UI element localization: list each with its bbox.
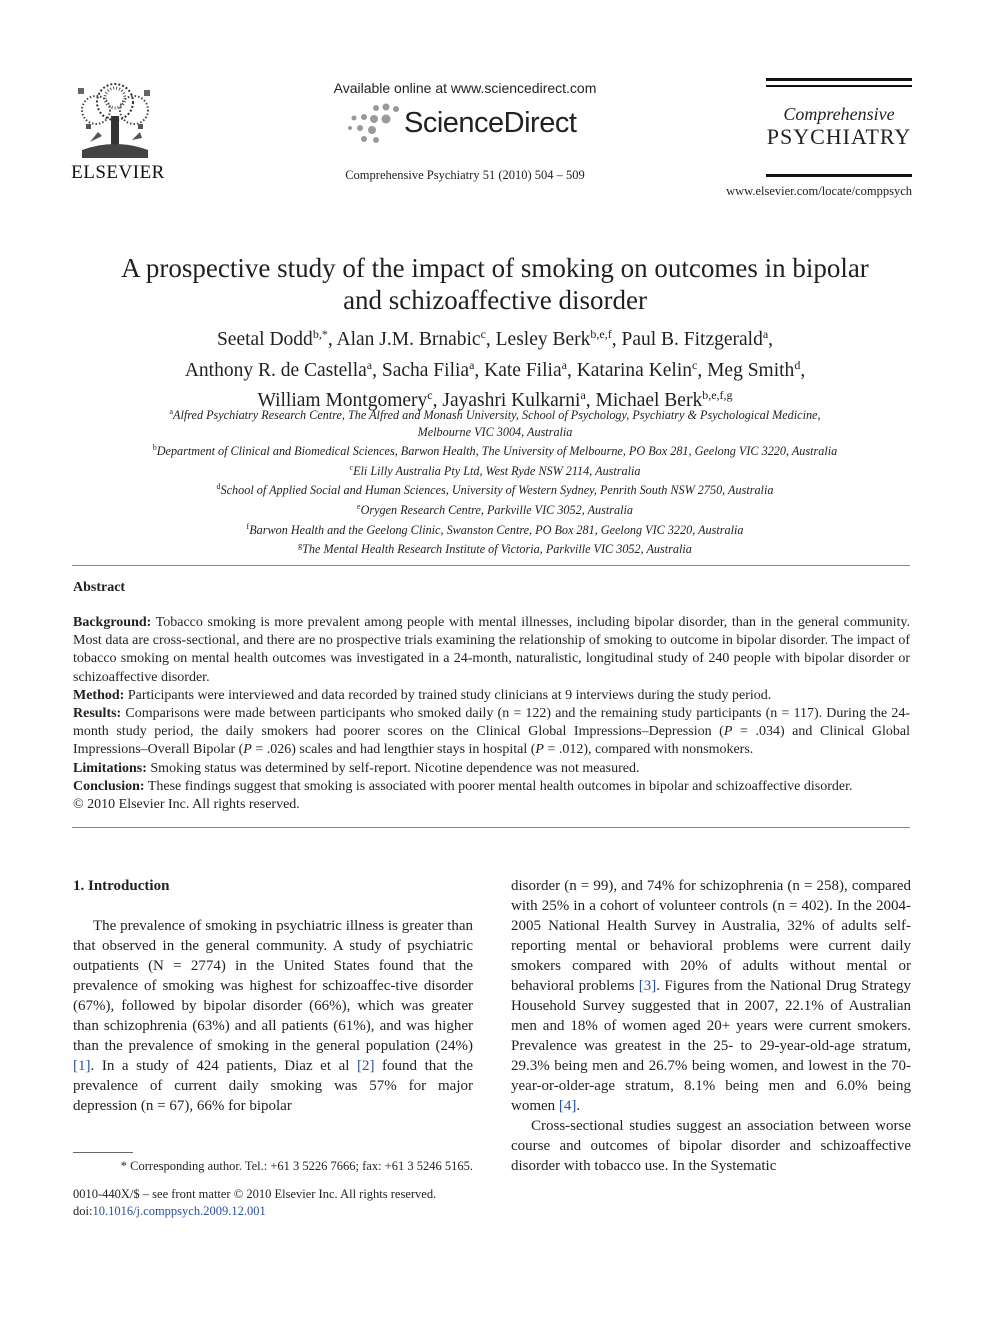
author-separator: , [585,390,596,411]
author-separator: , [800,359,806,381]
affiliation-text: Melbourne VIC 3004, Australia [417,424,573,439]
body-text: . Figures from the National Drug Strategy Household Survey suggested that in 2007, 22.1% of Australian men and 18% of women aged 20+ years were current smokers. Prevalence was greatest in the 25- to 29-year-old-age stratum, 29.3% being men and 26.7% being women, and lowest in the 70-year-or-older-age stratum, 8.1% being men and 6.0% being women [511,978,911,1114]
journal-citation: Comprehensive Psychiatry 51 (2010) 504 – 509 [345,168,585,182]
affiliation-item [70,424,920,441]
p-value-symbol: P [243,742,252,758]
abstract-label: Limitations: [73,760,147,776]
journal-name-line1: Comprehensive [783,104,895,124]
abstract-background [73,614,910,687]
affiliation-marker: a [169,407,174,416]
author-affiliation-marker[interactable]: c [692,357,698,372]
reference-link[interactable]: [4] [558,1098,577,1114]
body-column-left [73,876,473,1116]
author-name: Lesley Berk [495,329,591,350]
body-paragraph-continued [511,876,911,1116]
affiliation-item [70,519,920,539]
sciencedirect-logo[interactable] [346,102,586,146]
author-line [70,322,920,353]
abstract-body [73,614,910,814]
journal-rule-top [766,78,912,81]
journal-rule-top-secondary [766,85,912,87]
body-text: . In a study of 424 patients, Diaz et al [90,1058,357,1074]
body-text: disorder (n = 99), and 74% for schizophrenia (n = 258), compared with 25% in a cohort of volunteer controls (n = 402). In the 2004-2005 National Health Survey in Australia, 32% of adults self-reporting mental or behavioral problems were current daily smokers compared with 20% of adults without mental or behavioral problems [511,878,911,994]
author-affiliation-marker[interactable]: b,e,f,g [702,388,733,402]
abstract-text: Comparisons were made between participants who smoked daily (n = 122) and the remaining study participants (n = 117). During the 24-month study period, the daily smokers had poorer scores on the Clinical Global Impressions–Depression ( [73,706,910,740]
body-paragraph: Cross-sectional studies suggest an association between worse course and outcomes of bipolar disorder and schizoaffective disorder with tobacco use. In the Systematic [511,1118,911,1174]
p-value-symbol: P [723,724,733,740]
author-list [70,322,920,414]
reference-link[interactable]: [2] [356,1058,375,1074]
author-separator: , [474,359,485,381]
sciencedirect-block [300,80,630,182]
affiliation-marker: g [298,541,303,551]
doi-line [73,1203,493,1220]
body-text: . [576,1098,581,1114]
issn-block [73,1186,493,1220]
affiliation-item [70,440,920,460]
abstract-text: Participants were interviewed and data recorded by trained study clinicians at 9 interviews during the study period. [124,687,772,703]
author-affiliation-marker[interactable]: a [561,357,567,372]
doi-link[interactable]: 10.1016/j.comppsych.2009.12.001 [92,1204,266,1218]
author-name: Michael Berk [595,390,703,411]
author-affiliation-marker[interactable]: a [469,357,475,372]
elsevier-tree-icon [72,80,158,160]
affiliation-text: Department of Clinical and Biomedical Sciences, Barwon Health, The University of Melbourne, PO Box 281, Geelong VIC 3220, Australia [156,444,838,459]
affiliation-text: Barwon Health and the Geelong Clinic, Swanston Centre, PO Box 281, Geelong VIC 3220, Australia [249,522,744,537]
abstract-results [73,705,910,760]
author-separator: , [611,329,622,350]
sciencedirect-wordmark: ScienceDirect [404,107,577,139]
abstract-label: Results: [73,706,122,722]
author-name: Meg Smith [707,359,795,381]
affiliation-item [70,460,920,480]
author-separator: , [327,329,337,350]
reference-link[interactable]: [1] [73,1058,91,1074]
affiliation-text: School of Applied Social and Human Sciences, University of Western Sydney, Penrith South NSW 2750, Australia [220,483,774,498]
author-separator: , [432,390,443,411]
corresponding-author-footnote: * Corresponding author. Tel.: +61 3 5226 7666; fax: +61 3 5246 5165. [120,1159,473,1173]
affiliation-item [70,404,920,424]
reference-link[interactable]: [3] [638,978,657,994]
abstract-label: Method: [73,687,125,703]
author-affiliation-marker[interactable]: a [580,388,586,402]
body-text: The prevalence of smoking in psychiatric illness is greater than that observed in the general community. A study of psychiatric outpatients (N = 2774) in the United States found that the prevalence of smoking was highest for schizoaffec-tive disorder (67%), followed by bipolar disorder (66%), which was greater than schizophrenia (63%) and all patients (61%), and was higher than the prevalence of smoking in the general population (24%) [73,918,473,1054]
author-name: Sacha Filia [381,359,470,381]
author-affiliation-marker[interactable]: a [762,327,769,341]
affiliation-text: Orygen Research Centre, Parkville VIC 3052, Australia [360,502,633,517]
author-separator: , [485,329,496,350]
publisher-name: ELSEVIER [71,162,165,183]
abstract-text: Smoking status was determined by self-report. Nicotine dependence was not measured. [146,760,640,776]
abstract-limitations [73,760,910,778]
abstract-method [73,687,910,705]
author-line [70,353,920,384]
abstract-copyright: © 2010 Elsevier Inc. All rights reserved. [73,797,300,813]
affiliation-marker: c [349,462,354,472]
author-separator: , [372,359,382,381]
author-name: Paul B. Fitzgerald [621,329,763,350]
section-heading-introduction: 1. Introduction [73,878,170,894]
available-online-text[interactable]: Available online at www.sciencedirect.com [333,80,597,96]
author-name: Katarina Kelin [576,359,693,381]
author-affiliation-marker[interactable]: b,e,f [590,327,612,341]
page-header [0,0,990,210]
article-title-line2: and schizoaffective disorder [343,285,647,315]
affiliation-marker: f [246,521,250,531]
author-separator: , [697,359,708,381]
abstract-text: = .012), compared with nonsmokers. [543,742,754,758]
abstract-label: Conclusion: [73,778,145,794]
abstract-conclusion [73,778,910,796]
affiliation-marker: e [357,501,361,511]
author-name: Jayashri Kulkarni [442,390,581,411]
affiliation-marker: d [216,482,221,492]
author-name: William Montgomery [257,390,428,411]
abstract-top-rule [72,565,910,566]
body-column-right [511,876,911,1176]
article-title-line1: A prospective study of the impact of smoking on outcomes in bipolar [121,253,869,283]
abstract-bottom-rule [72,827,910,828]
footnote-rule [73,1152,133,1153]
author-separator: , [566,359,577,381]
author-name: Anthony R. de Castella [184,359,367,381]
doi-label: doi: [73,1204,93,1218]
author-affiliation-marker[interactable]: b,* [312,327,328,341]
author-name: Kate Filia [484,359,562,381]
author-name: Seetal Dodd [216,329,313,350]
abstract-text: = .026) scales and had lengthier stays in hospital ( [251,742,536,758]
affiliation-item [70,479,920,499]
journal-name-line2: PSYCHIATRY [766,124,912,149]
author-affiliation-marker[interactable]: c [427,388,433,402]
journal-url[interactable]: www.elsevier.com/locate/comppsych [726,184,912,198]
p-value-symbol: P [535,742,544,758]
abstract-text: Tobacco smoking is more prevalent among people with mental illnesses, including bipolar disorder, than in the general community. Most data are cross-sectional, and there are no prospective trials examining the relationship of smoking to outcome in bipolar disorder. The impact of tobacco smoking on mental health outcomes was investigated in a 24-month, naturalistic, longitudinal study of 240 people with bipolar disorder or schizoaffective disorder. [73,615,910,685]
author-affiliation-marker[interactable]: a [366,357,373,372]
abstract-heading: Abstract [73,580,126,595]
affiliation-text: Alfred Psychiatry Research Centre, The Alfred and Monash University, School of Psychology, Psychiatry & Psychological Medicine, [173,408,821,422]
affiliation-text: Eli Lilly Australia Pty Ltd, West Ryde NSW 2114, Australia [353,463,641,478]
body-paragraph [73,916,473,1116]
elsevier-logo [68,80,168,184]
sciencedirect-dots-icon [346,102,406,146]
journal-rule-bottom [766,174,912,177]
author-separator: , [768,329,774,350]
body-text: found that the prevalence of current daily smoking was 57% for major depression (n = 67), 66% for bipolar [73,1058,473,1114]
affiliation-list [70,404,920,558]
abstract-text: These findings suggest that smoking is associated with poorer mental health outcomes in bipolar and schizoaffective disorder. [144,778,853,794]
affiliation-item [70,538,920,558]
affiliation-text: The Mental Health Research Institute of Victoria, Parkville VIC 3052, Australia [302,542,692,557]
article-title [70,252,920,316]
abstract-text: = .034) and Clinical Global Impressions–Overall Bipolar ( [73,724,910,758]
affiliation-item [70,499,920,519]
author-affiliation-marker[interactable]: d [794,357,801,372]
author-name: Alan J.M. Brnabic [336,329,481,350]
author-affiliation-marker[interactable]: c [480,327,486,341]
abstract-label: Background: [73,615,152,630]
affiliation-marker: b [152,443,157,453]
issn-line: 0010-440X/$ – see front matter © 2010 Elsevier Inc. All rights reserved. [73,1187,437,1201]
